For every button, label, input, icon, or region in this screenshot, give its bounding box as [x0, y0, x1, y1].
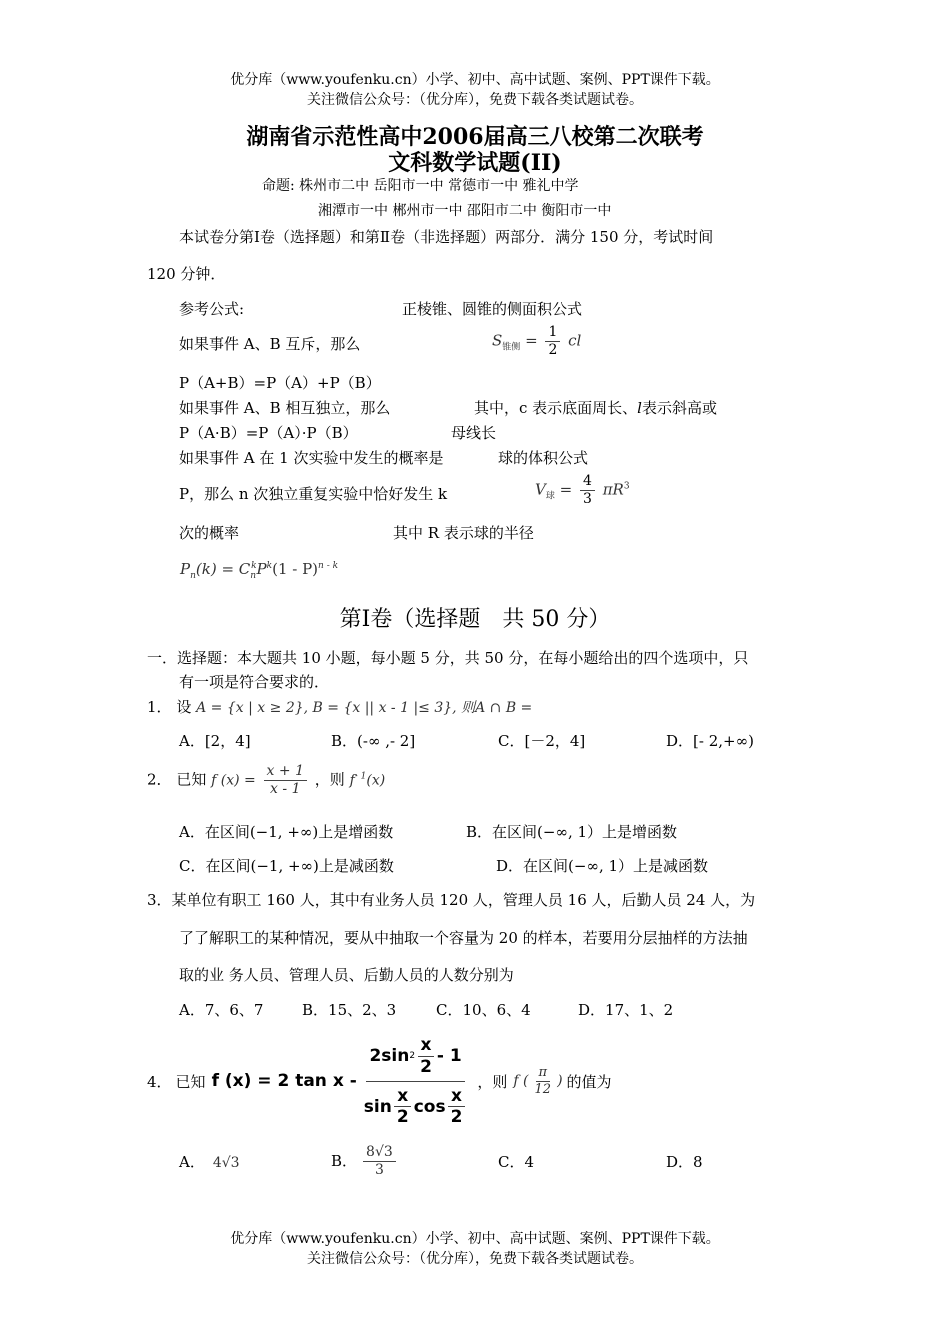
q3-option-b: B．15、2、3: [302, 1001, 397, 1019]
q2-option-c: C．在区间(−1, +∞)上是减函数: [179, 857, 394, 875]
q1-option-c: C．[－2，4]: [498, 732, 586, 750]
question-2-stem: 2． 已知 f (x) = $\frac{x + 1}{x - 1}$ ，则 $f^{- 1}(x)$: [147, 763, 386, 797]
sphere-volume-formula: $V_球$ = $\frac{4}{3}$ $\pi R^3$: [535, 473, 630, 507]
q1-option-a: A．[2，4]: [179, 732, 251, 750]
q4-option-a: A． 4√3: [179, 1153, 240, 1171]
single-trial-text: 如果事件 A 在 1 次实验中发生的概率是: [179, 449, 444, 467]
footer-line-2: 关注微信公众号：（优分库），免费下载各类试题试卷。: [307, 1251, 643, 1267]
mutex-text: 如果事件 A、B 互斥，那么: [179, 335, 361, 353]
prob-text: 次的概率: [179, 524, 240, 542]
binomial-formula: $P_n(k) = C_n^kP^k(1 - P)^{n - k}$: [180, 560, 339, 581]
p-sum-formula: P（A+B）=P（A）+P（B）: [179, 374, 381, 392]
q1-option-b: B．(-∞ ,- 2]: [331, 732, 416, 750]
exam-subtitle: 文科数学试题(II): [388, 150, 562, 176]
question-3-line-1: 3．某单位有职工 160 人，其中有业务人员 120 人，管理人员 16 人，后勤人员 24 人，为: [147, 891, 756, 909]
indep-text: 如果事件 A、B 相互独立，那么: [179, 399, 391, 417]
question-3-line-2: 了了解职工的某种情况，要从中抽取一个容量为 20 的样本，若要用分层抽样的方法抽: [179, 929, 748, 947]
radius-text: 其中 R 表示球的半径: [393, 524, 534, 542]
generatrix-text: 母线长: [451, 424, 497, 442]
exam-title: 湖南省示范性高中2006届高三八校第二次联考: [246, 124, 704, 150]
q3-option-a: A．7、6、7: [179, 1001, 264, 1019]
question-1-stem: 1． 设 A = {x | x ≥ 2}, B = {x || x - 1 |≤ 3}, 则A ∩ B =: [147, 698, 533, 716]
q4-option-d: D．8: [666, 1153, 703, 1171]
authors-line-2: 湘潭市一中 郴州市一中 邵阳市二中 衡阳市一中: [318, 203, 612, 219]
header-line-2: 关注微信公众号：（优分库），免费下载各类试题试卷。: [307, 92, 643, 108]
header-line-1: 优分库（www.youfenku.cn）小学、初中、高中试题、案例、PPT课件下载。: [230, 72, 720, 88]
q4-option-c: C．4: [498, 1153, 535, 1171]
footer-line-1: 优分库（www.youfenku.cn）小学、初中、高中试题、案例、PPT课件下载。: [230, 1231, 720, 1247]
authors-line-1: 命题: 株州市二中 岳阳市一中 常德市一中 雅礼中学: [262, 178, 579, 194]
q2-option-d: D．在区间(−∞, 1）上是减函数: [496, 857, 709, 875]
section-instructions-1: 一．选择题：本大题共 10 小题，每小题 5 分，共 50 分，在每小题给出的四个选项中，只: [147, 649, 749, 667]
sphere-volume-title: 球的体积公式: [498, 449, 589, 467]
q3-option-d: D．17、1、2: [578, 1001, 674, 1019]
n-trials-text: P，那么 n 次独立重复实验中恰好发生 k: [179, 485, 448, 503]
intro-line-1: 本试卷分第Ⅰ卷（选择题）和第Ⅱ卷（非选择题）两部分．满分 150 分，考试时间: [179, 228, 714, 246]
q2-option-b: B．在区间(−∞, 1）上是增函数: [466, 823, 678, 841]
question-4-stem: 4． 已知 f (x) = 2 tan x - 2sin 2 $\frac{x}{2}$ - 1 sin $\frac{x}{2}$ cos $\frac{x}{2}$ ，则 f ( $\frac{\pi}{12}$ ) 的值为: [147, 1035, 612, 1128]
cone-area-title: 正棱锥、圆锥的侧面积公式: [402, 300, 583, 318]
cone-area-formula: $S_{锥侧}$ = $\frac{1}{2}$ cl: [492, 324, 582, 358]
q2-option-a: A．在区间(−1, +∞)上是增函数: [179, 823, 394, 841]
ref-formula-label: 参考公式:: [179, 300, 245, 318]
section-heading: 第Ⅰ卷（选择题 共 50 分）: [339, 607, 611, 632]
p-prod-formula: P（A·B）=P（A）·P（B）: [179, 424, 358, 442]
cone-var-desc: 其中，c 表示底面周长、l表示斜高或: [474, 399, 717, 417]
question-3-line-3: 取的业 务人员、管理人员、后勤人员的人数分别为: [179, 966, 514, 984]
q1-option-d: D．[- 2,+∞): [666, 732, 754, 750]
q3-option-c: C．10、6、4: [436, 1001, 531, 1019]
intro-line-2: 120 分钟．: [147, 265, 226, 283]
q4-option-b: B． $\frac{8√3}{3}$: [331, 1144, 399, 1179]
section-instructions-2: 有一项是符合要求的．: [179, 673, 330, 691]
